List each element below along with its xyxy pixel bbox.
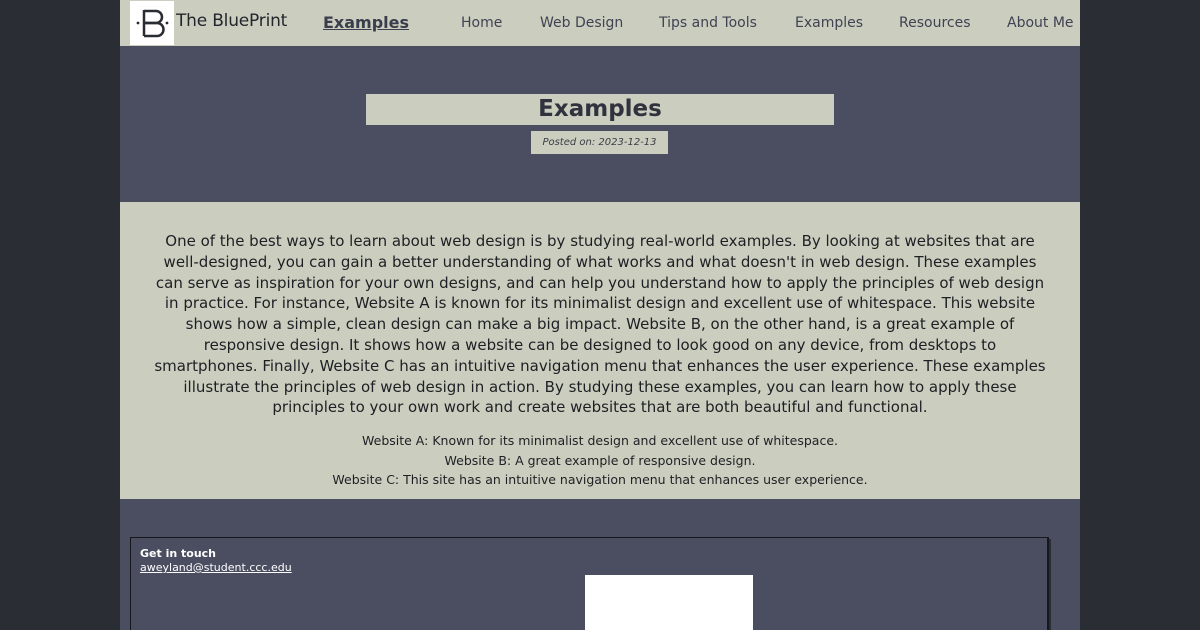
list-item: Website A: Known for its minimalist design and excellent use of whitespace. (362, 433, 838, 448)
site-header (120, 0, 1080, 46)
nav-tips-and-tools[interactable]: Tips and Tools (659, 15, 757, 31)
page-container (120, 0, 1080, 630)
page-title: Examples (366, 94, 834, 125)
current-page-link[interactable]: Examples (323, 13, 410, 32)
posted-date: Posted on: 2023-12-13 (531, 131, 668, 154)
contact-footer (130, 537, 1049, 630)
nav-examples[interactable]: Examples (795, 15, 864, 31)
contact-email-link[interactable]: aweyland@student.ccc.edu (140, 561, 292, 574)
article-body (120, 202, 1080, 499)
footer-heading: Get in touch (140, 547, 217, 560)
intro-paragraph: One of the best ways to learn about web design is by studying real-world examples. By looking at websites that are well-designed, you can gain a better understanding of what works and what doesn't in web design. These examples can serve as inspiration for your own designs, and can help you understand how to apply the principles of web design in practice. For instance, Website A is known for its minimalist design and excellent use of whitespace. This website shows how a simple, clean design can make a big impact. Website B, on the other hand, is a great example of responsive design. It shows how a website can be designed to look good on any device, from desktops to smartphones. Finally, Website C has an intuitive navigation menu that enhances the user experience. These examples illustrate the principles of web design in action. By studying these examples, you can learn how to apply these principles to your own work and create websites that are both beautiful and functional. (154, 232, 1046, 417)
nav-web-design[interactable]: Web Design (540, 15, 624, 31)
list-item: Website C: This site has an intuitive navigation menu that enhances user experience. (332, 472, 868, 487)
nav-home[interactable]: Home (461, 15, 503, 31)
examples-list (120, 431, 1080, 490)
site-brand-name[interactable]: The BluePrint (176, 11, 288, 31)
main-nav (120, 15, 1080, 35)
nav-resources[interactable]: Resources (899, 15, 971, 31)
nav-about-me[interactable]: About Me (1007, 15, 1074, 31)
footer-image-placeholder (585, 575, 753, 630)
list-item: Website B: A great example of responsive design. (444, 452, 756, 468)
